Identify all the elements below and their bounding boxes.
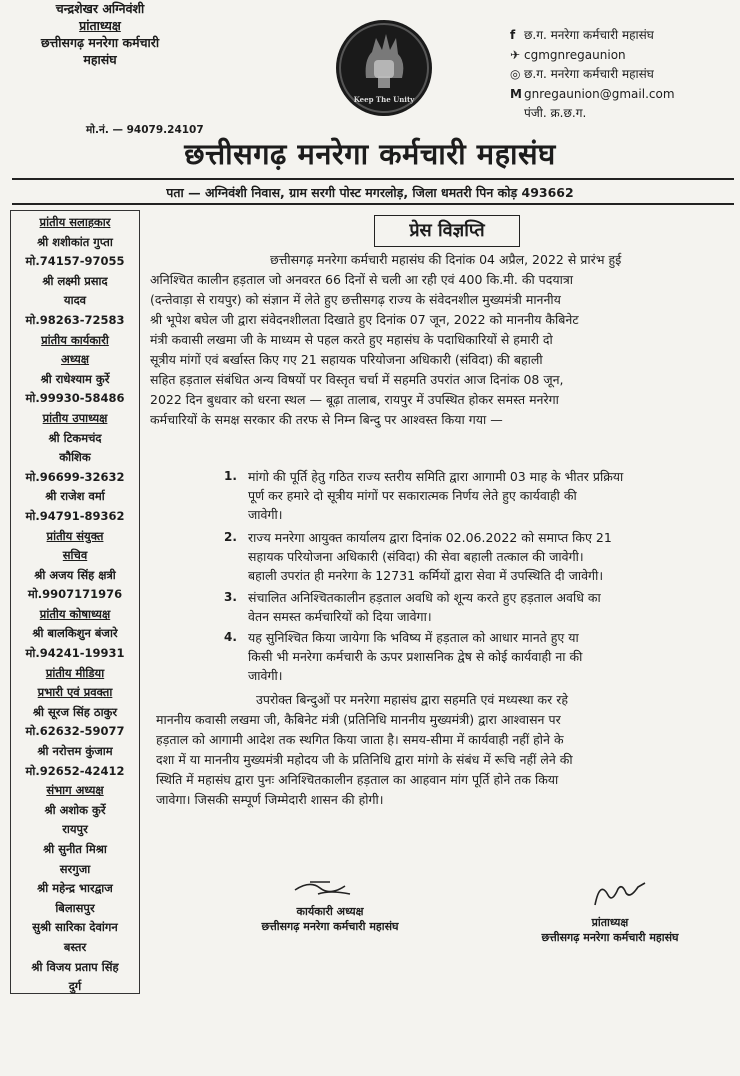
sidebar-heading: प्रांतीय मीडिया <box>45 665 105 680</box>
org-line-1: छत्तीसगढ़ मनरेगा कर्मचारी <box>40 35 160 50</box>
signature-right-icon <box>590 875 650 911</box>
facebook-icon: f <box>510 28 516 42</box>
sidebar-entry: श्री टिकमचंद <box>48 430 102 445</box>
instagram-icon: ◎ <box>510 67 521 81</box>
sidebar-entry: श्री लक्ष्मी प्रसाद <box>42 273 108 288</box>
intro-line: अनिश्चित कालीन हड़ताल जो अनवरत 66 दिनों से चली आ रही एवं 400 कि.मी. की पदयात्रा <box>150 272 574 287</box>
intro-line: 2022 दिन बुधवार को धरना स्थल — बूढ़ा तालाब, रायपुर में उपस्थित होकर समस्त मनरेगा <box>150 392 559 407</box>
sidebar-entry: मो.74157-97055 <box>25 254 125 269</box>
point-line: वेतन समस्त कर्मचारियों को दिया जावेगा। <box>248 609 432 624</box>
point-line: सहायक परियोजना अधिकारी (संविदा) की सेवा बहाली तत्काल की जावेगी। <box>248 549 584 564</box>
sidebar-entry: दुर्ग <box>68 979 82 994</box>
point-line: मांगो की पूर्ति हेतु गठित राज्य स्तरीय समिति द्वारा आगामी 03 माह के भीतर प्रक्रिया <box>248 469 624 484</box>
president-name: चन्द्रशेखर अग्निवंशी <box>55 1 145 16</box>
address-line: पता — अग्निवंशी निवास, ग्राम सरगी पोस्ट मगरलोड़, जिला धमतरी पिन कोड़ 493662 <box>166 185 574 200</box>
point-number: 2. <box>224 530 237 544</box>
point-text <box>248 528 718 585</box>
signature-left-block <box>240 904 420 934</box>
signature-left-org: छत्तीसगढ़ मनरेगा कर्मचारी महासंघ <box>261 920 399 933</box>
point-text <box>248 467 718 524</box>
signature-right-org: छत्तीसगढ़ मनरेगा कर्मचारी महासंघ <box>541 931 679 944</box>
sidebar-entry: मो.98263-72583 <box>25 312 125 327</box>
point-line: बहाली उपरांत ही मनरेगा के 12731 कर्मियों द्वारा सेवा में उपस्थिति दी जावेगी। <box>248 568 604 583</box>
intro-line: सहित हड़ताल संबंधित अन्य विषयों पर विस्तृत चर्चा में सहमति उपरांत आज दिनांक 08 जून, <box>150 372 564 387</box>
closing-line: दशा में या माननीय मुख्यमंत्री महोदय जी के प्रतिनिधि द्वारा मांगो के संबंध में रूचि नहीं लेने की <box>156 752 573 767</box>
president-designation: प्रांताध्यक्ष <box>79 18 121 33</box>
point-line: यह सुनिश्चित किया जायेगा कि भविष्य में हड़ताल को आधार मानते हुए या <box>248 630 579 645</box>
point-line: जावेगी। <box>248 507 283 522</box>
intro-paragraph <box>150 250 720 430</box>
contact-email: M gnregaunion@gmail.com <box>510 85 675 105</box>
press-release-heading: प्रेस विज्ञप्ति <box>374 215 520 247</box>
intro-line: मंत्री कवासी लखमा जी के माध्यम से पहल करते हुए महासंघ के पदाधिकारियों से हमारी दो <box>150 332 553 347</box>
union-logo <box>336 20 432 116</box>
closing-paragraph <box>156 690 720 810</box>
sidebar-entry: सुश्री सारिका देवांगन <box>32 920 118 935</box>
intro-line: सूत्रीय मांगों एवं बर्खास्त किए गए 21 सहायक परियोजना अधिकारी (संविदा) की बहाली <box>150 352 543 367</box>
point-line: किसी भी मनरेगा कर्मचारी के ऊपर प्रशासनिक द्वेष से कोई कार्यवाही ना की <box>248 649 583 664</box>
point-line: पूर्ण कर हमारे दो सूत्रीय मांगों पर सकारात्मक निर्णय लेते हुए कार्यवाही की <box>248 488 577 503</box>
sidebar-entry: श्री सूरज सिंह ठाकुर <box>32 704 118 719</box>
sidebar-heading: प्रांतीय कार्यकारी <box>41 332 109 347</box>
signature-left-title: कार्यकारी अध्यक्ष <box>296 905 364 918</box>
mail-icon: M <box>510 86 522 101</box>
header-left-block <box>0 0 200 68</box>
sidebar-heading: सचिव <box>62 548 88 563</box>
sidebar-entry: श्री बालकिशुन बंजारे <box>32 626 118 641</box>
sidebar-entry: सरगुजा <box>59 861 91 876</box>
closing-line: स्थिति में महासंघ द्वारा पुनः अनिश्चितकालीन हड़ताल का आहवान मांग पूर्ति होने तक किया <box>156 772 559 787</box>
intro-line: कर्मचारियों के समक्ष सरकार की तरफ से निम्न बिन्दु पर आश्वस्त किया गया — <box>150 412 503 427</box>
sidebar-entry: श्री महेन्द्र भारद्वाज <box>37 881 113 896</box>
sidebar-entry: श्री विजय प्रताप सिंह <box>31 959 119 974</box>
registration-number: पंजी. क्र.छ.ग. <box>524 106 587 120</box>
org-line-2: महासंघ <box>83 52 117 67</box>
sidebar-entry: मो.92652-42412 <box>25 763 125 778</box>
point-number: 3. <box>224 590 237 604</box>
sidebar-heading: प्रभारी एवं प्रवक्ता <box>37 685 113 700</box>
divider-bottom <box>12 203 734 205</box>
sidebar-heading: प्रांतीय संयुक्त <box>46 528 104 543</box>
sidebar-heading: प्रांतीय कोषाध्यक्ष <box>39 606 111 621</box>
sidebar-heading: प्रांतीय सलाहकार <box>39 215 111 229</box>
sidebar-entry: बस्तर <box>63 939 87 954</box>
twitter-icon: ✈ <box>510 47 521 62</box>
sidebar-entry: मो.94791-89362 <box>25 508 125 523</box>
logo-text: Keep The Unity <box>353 95 415 104</box>
contact-block <box>510 26 675 124</box>
sidebar-entry: बिलासपुर <box>55 900 95 915</box>
point-number: 1. <box>224 469 237 483</box>
contact-facebook: f छ.ग. मनरेगा कर्मचारी महासंघ <box>510 26 675 46</box>
point-line: जावेगी। <box>248 668 283 683</box>
sidebar-heading: प्रांतीय उपाध्यक्ष <box>42 410 108 425</box>
sidebar-entry: रायपुर <box>62 822 88 837</box>
sidebar-entry: श्री शशीकांत गुप्ता <box>37 234 113 249</box>
president-mobile: मो.नं. — 94079.24107 <box>86 124 204 136</box>
sidebar-entry: मो.99930-58486 <box>25 391 125 406</box>
point-text <box>248 588 718 626</box>
intro-line: श्री भूपेश बघेल जी द्वारा संवेदनशीलता दिखाते हुए दिनांक 07 जून, 2022 को माननीय कैबिनेट <box>150 312 579 327</box>
divider-top <box>12 178 734 180</box>
org-title: छत्तीसगढ़ मनरेगा कर्मचारी महासंघ <box>184 137 556 171</box>
sidebar-entry: श्री नरोत्तम कुंजाम <box>37 744 113 759</box>
point-number: 4. <box>224 630 237 644</box>
sidebar-entry: मो.9907171976 <box>27 587 123 602</box>
closing-line: जावेगा। जिसकी सम्पूर्ण जिम्मेदारी शासन की होगी। <box>156 792 384 807</box>
contact-instagram: ◎ छ.ग. मनरेगा कर्मचारी महासंघ <box>510 65 675 85</box>
sidebar-entry: मो.62632-59077 <box>25 724 125 739</box>
sidebar-entry: श्री सुनीत मिश्रा <box>43 842 107 856</box>
point-line: संचालित अनिश्चितकालीन हड़ताल अवधि को शून्य करते हुए हड़ताल अवधि का <box>248 590 601 605</box>
point-text <box>248 628 718 685</box>
sidebar-entry: श्री अजय सिंह क्षत्री <box>34 567 116 582</box>
contact-twitter: ✈ cgmgnregaunion <box>510 46 675 66</box>
sidebar-entry: श्री अशोक कुर्रे <box>44 802 106 817</box>
sidebar-entry: मो.94241-19931 <box>25 646 125 661</box>
closing-line: हड़ताल को आगामी आदेश तक स्थगित किया जाता है। समय-सीमा में कार्यवाही नहीं होने के <box>156 732 564 747</box>
signature-left-icon <box>290 872 360 900</box>
intro-line: (दन्तेवाड़ा से रायपुर) को संज्ञान में लेते हुए छत्तीसगढ़ राज्य के संवेदनशील मुख्यमंत्री माननीय <box>150 292 561 307</box>
closing-line: माननीय कवासी लखमा जी, कैबिनेट मंत्री (प्रतिनिधि माननीय मुख्यमंत्री) द्वारा आश्वासन पर <box>156 712 561 727</box>
sidebar-entry: यादव <box>63 293 87 308</box>
signature-right-title: प्रांताध्यक्ष <box>591 916 629 929</box>
intro-line: छत्तीसगढ़ मनरेगा कर्मचारी महासंघ की दिनांक 04 अप्रैल, 2022 से प्रारंभ हुई <box>270 252 622 267</box>
sidebar-entry: मो.96699-32632 <box>25 469 125 484</box>
closing-line: उपरोक्त बिन्दुओं पर मनरेगा महासंघ द्वारा सहमति एवं मध्यस्था कर रहे <box>256 692 568 707</box>
sidebar-entry: श्री राधेश्याम कुर्रे <box>40 371 110 386</box>
signature-right-block <box>510 915 710 945</box>
point-line: राज्य मनरेगा आयुक्त कार्यालय द्वारा दिनांक 02.06.2022 को समाप्त किए 21 <box>248 530 612 545</box>
sidebar-heading: अध्यक्ष <box>60 352 90 367</box>
sidebar-heading: संभाग अध्यक्ष <box>46 783 104 798</box>
sidebar-entry: कौशिक <box>59 450 91 465</box>
office-bearers-sidebar <box>10 210 140 994</box>
sidebar-entry: श्री राजेश वर्मा <box>45 489 105 504</box>
